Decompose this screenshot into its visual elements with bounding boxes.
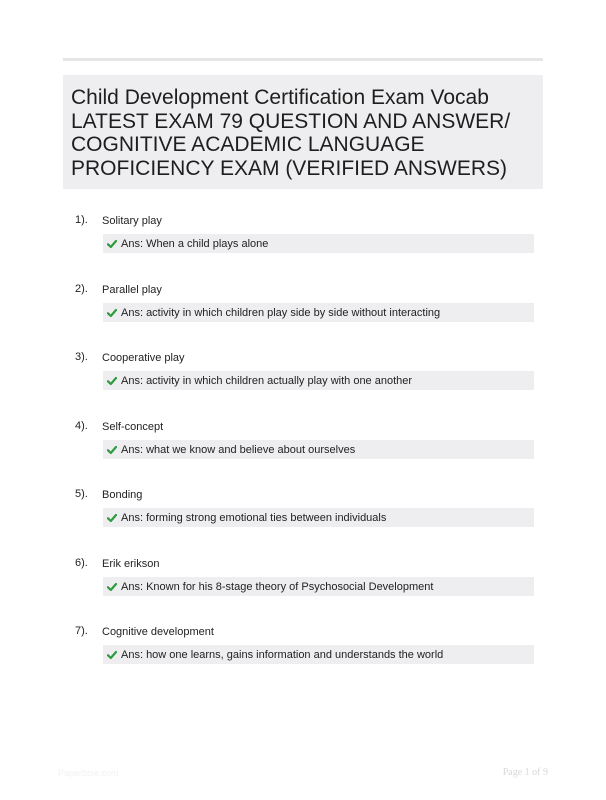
page-title: Child Development Certification Exam Vocab LATEST EXAM 79 QUESTION AND ANSWER/ COGNITIVE ACADEMIC LANGUAGE PROFICIENCY EXAM (VERIFIED ANSWERS) [71, 86, 511, 180]
page-number: Page 1 of 9 [502, 767, 548, 778]
answer-box [103, 234, 534, 253]
answer-box [103, 371, 534, 390]
title-block [63, 75, 543, 189]
check-icon [107, 239, 117, 249]
check-icon [107, 308, 117, 318]
question-number: 2). [75, 283, 88, 295]
answer-text: Ans: what we know and believe about ourselves [121, 443, 356, 456]
top-divider [63, 58, 543, 61]
check-icon [107, 650, 117, 660]
footer-watermark: Paperbble.com [58, 768, 119, 778]
answer-text: Ans: Known for his 8-stage theory of Psychosocial Development [121, 580, 434, 593]
question-number: 4). [75, 420, 88, 432]
question-text: Erik erikson [102, 558, 160, 570]
question-number: 5). [75, 488, 88, 500]
answer-text: Ans: activity in which children play side by side without interacting [121, 306, 441, 319]
question-text: Cooperative play [102, 352, 185, 364]
question-text: Bonding [102, 489, 143, 501]
qa-item-3 [0, 351, 606, 411]
answer-text: Ans: activity in which children actually play with one another [121, 374, 413, 387]
answer-box [103, 508, 534, 527]
question-text: Solitary play [102, 215, 162, 227]
question-number: 7). [75, 625, 88, 637]
qa-item-7 [0, 625, 606, 685]
answer-text: Ans: When a child plays alone [121, 237, 269, 250]
check-icon [107, 582, 117, 592]
answer-box [103, 645, 534, 664]
question-text: Cognitive development [102, 626, 214, 638]
question-text: Parallel play [102, 284, 162, 296]
qa-item-4 [0, 420, 606, 480]
qa-item-1 [0, 214, 606, 274]
check-icon [107, 376, 117, 386]
question-number: 3). [75, 351, 88, 363]
check-icon [107, 445, 117, 455]
question-text: Self-concept [102, 421, 164, 433]
check-icon [107, 513, 117, 523]
qa-item-6 [0, 557, 606, 617]
answer-box [103, 303, 534, 322]
answer-text: Ans: forming strong emotional ties between individuals [121, 511, 387, 524]
answer-box [103, 577, 534, 596]
answer-box [103, 440, 534, 459]
qa-item-2 [0, 283, 606, 343]
question-number: 1). [75, 214, 88, 226]
qa-item-5 [0, 488, 606, 548]
answer-text: Ans: how one learns, gains information and understands the world [121, 648, 444, 661]
question-number: 6). [75, 557, 88, 569]
